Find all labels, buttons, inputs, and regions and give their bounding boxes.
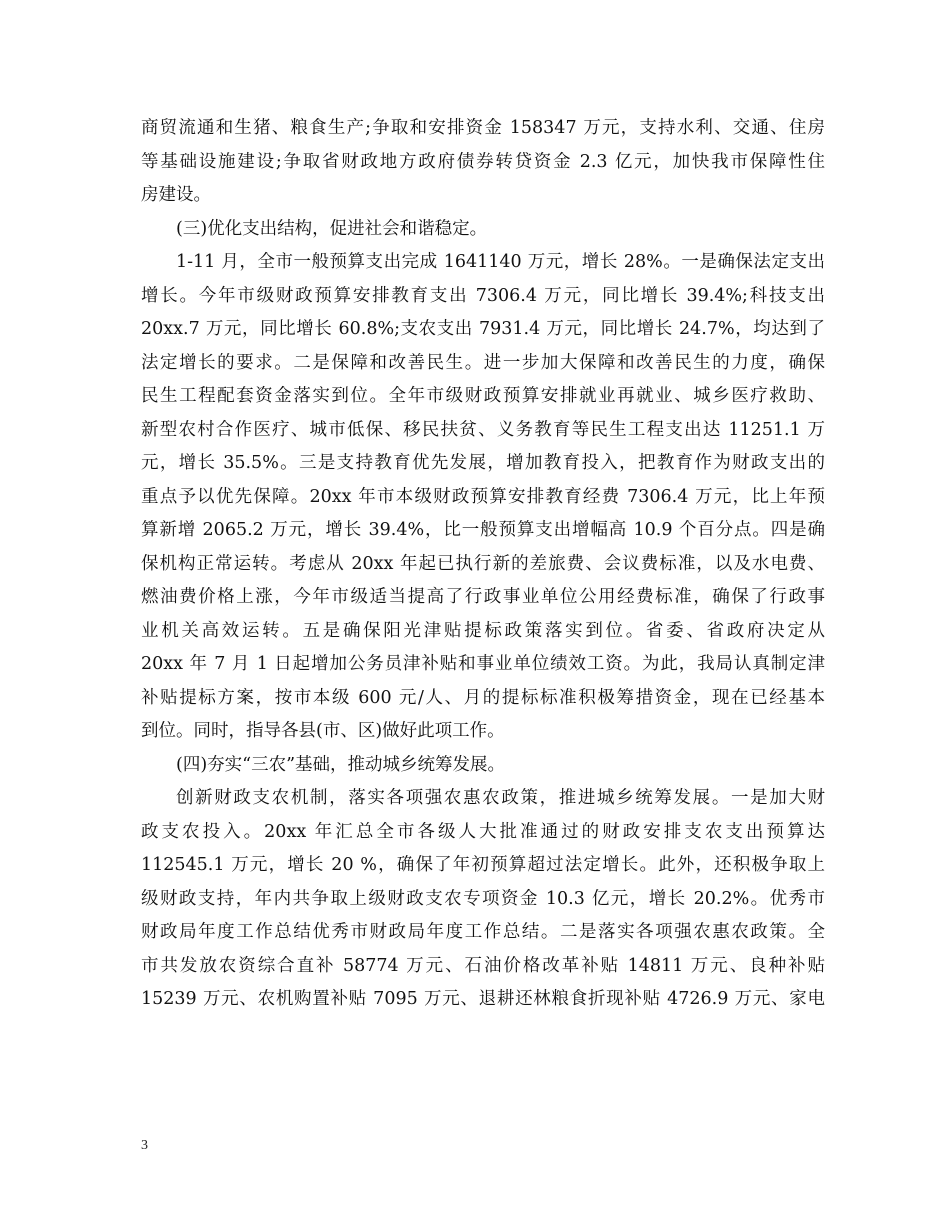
body-text-line: 新型农村合作医疗、城市低保、移民扶贫、义务教育等民生工程支出达 11251.1 万 [141, 419, 825, 440]
body-text-line: 商贸流通和生猪、粮食生产;争取和安排资金 158347 万元，支持水利、交通、住房 [141, 118, 825, 138]
body-text-line: 20xx 年 7 月 1 日起增加公务员津补贴和事业单位绩效工资。为此，我局认真制定津 [141, 654, 825, 674]
body-text-line: 到位。同时，指导各县(市、区)做好此项工作。 [141, 721, 505, 741]
body-text-line: 燃油费价格上涨，今年市级适当提高了行政事业单位公用经费标准，确保了行政事 [141, 587, 825, 607]
paragraph-first-line: 1-11 月，全市一般预算支出完成 1641140 万元，增长 28%。一是确保法定支出 [176, 252, 825, 272]
body-text-line: 保机构正常运转。考虑从 20xx 年起已执行新的差旅费、会议费标准，以及水电费、 [141, 553, 825, 574]
page-number: 3 [141, 1138, 148, 1153]
body-text-line: 20xx.7 万元，同比增长 60.8%;支农支出 7931.4 万元，同比增长 24.7%，均达到了 [141, 319, 825, 339]
body-text-line: 补贴提标方案，按市本级 600 元/人、月的提标标准积极筹措资金，现在已经基本 [141, 687, 825, 708]
body-text-line: 财政局年度工作总结优秀市财政局年度工作总结。二是落实各项强农惠农政策。全 [141, 922, 825, 942]
body-text-line: 法定增长的要求。二是保障和改善民生。进一步加大保障和改善民生的力度，确保 [141, 352, 825, 373]
paragraph-first-line: (三)优化支出结构，促进社会和谐稳定。 [176, 218, 488, 239]
body-text-line: 民生工程配套资金落实到位。全年市级财政预算安排就业再就业、城乡医疗救助、 [141, 386, 825, 406]
body-text-line: 增长。今年市级财政预算安排教育支出 7306.4 万元，同比增长 39.4%;科技支出 [141, 285, 825, 306]
body-text-line: 15239 万元、农机购置补贴 7095 万元、退耕还林粮食折现补贴 4726.9 万元、家电 [141, 989, 825, 1009]
body-text-line: 政支农投入。20xx 年汇总全市各级人大批准通过的财政安排支农支出预算达 [141, 821, 825, 842]
body-text-line: 级财政支持，年内共争取上级财政支农专项资金 10.3 亿元，增长 20.2%。优秀市 [141, 888, 825, 909]
body-text-line: 市共发放农资综合直补 58774 万元、石油价格改革补贴 14811 万元、良种补贴 [141, 955, 825, 976]
document-body [141, 112, 825, 1017]
body-text-line: 房建设。 [141, 185, 211, 205]
paragraph-first-line: 创新财政支农机制，落实各项强农惠农政策，推进城乡统筹发展。一是加大财 [176, 788, 825, 808]
body-text-line: 等基础设施建设;争取省财政地方政府债券转贷资金 2.3 亿元，加快我市保障性住 [141, 151, 825, 172]
body-text-line: 业机关高效运转。五是确保阳光津贴提标政策落实到位。省委、省政府决定从 [141, 620, 825, 641]
body-text-line: 重点予以优先保障。20xx 年市本级财政预算安排教育经费 7306.4 万元，比上年预 [141, 486, 825, 507]
paragraph-first-line: (四)夯实“三农”基础，推动城乡统筹发展。 [176, 754, 506, 775]
body-text-line: 算新增 2065.2 万元，增长 39.4%，比一般预算支出增幅高 10.9 个百分点。四是确 [141, 520, 825, 540]
body-text-line: 元，增长 35.5%。三是支持教育优先发展，增加教育投入，把教育作为财政支出的 [141, 453, 825, 473]
body-text-line: 112545.1 万元，增长 20 %，确保了年初预算超过法定增长。此外，还积极争取上 [141, 855, 825, 875]
